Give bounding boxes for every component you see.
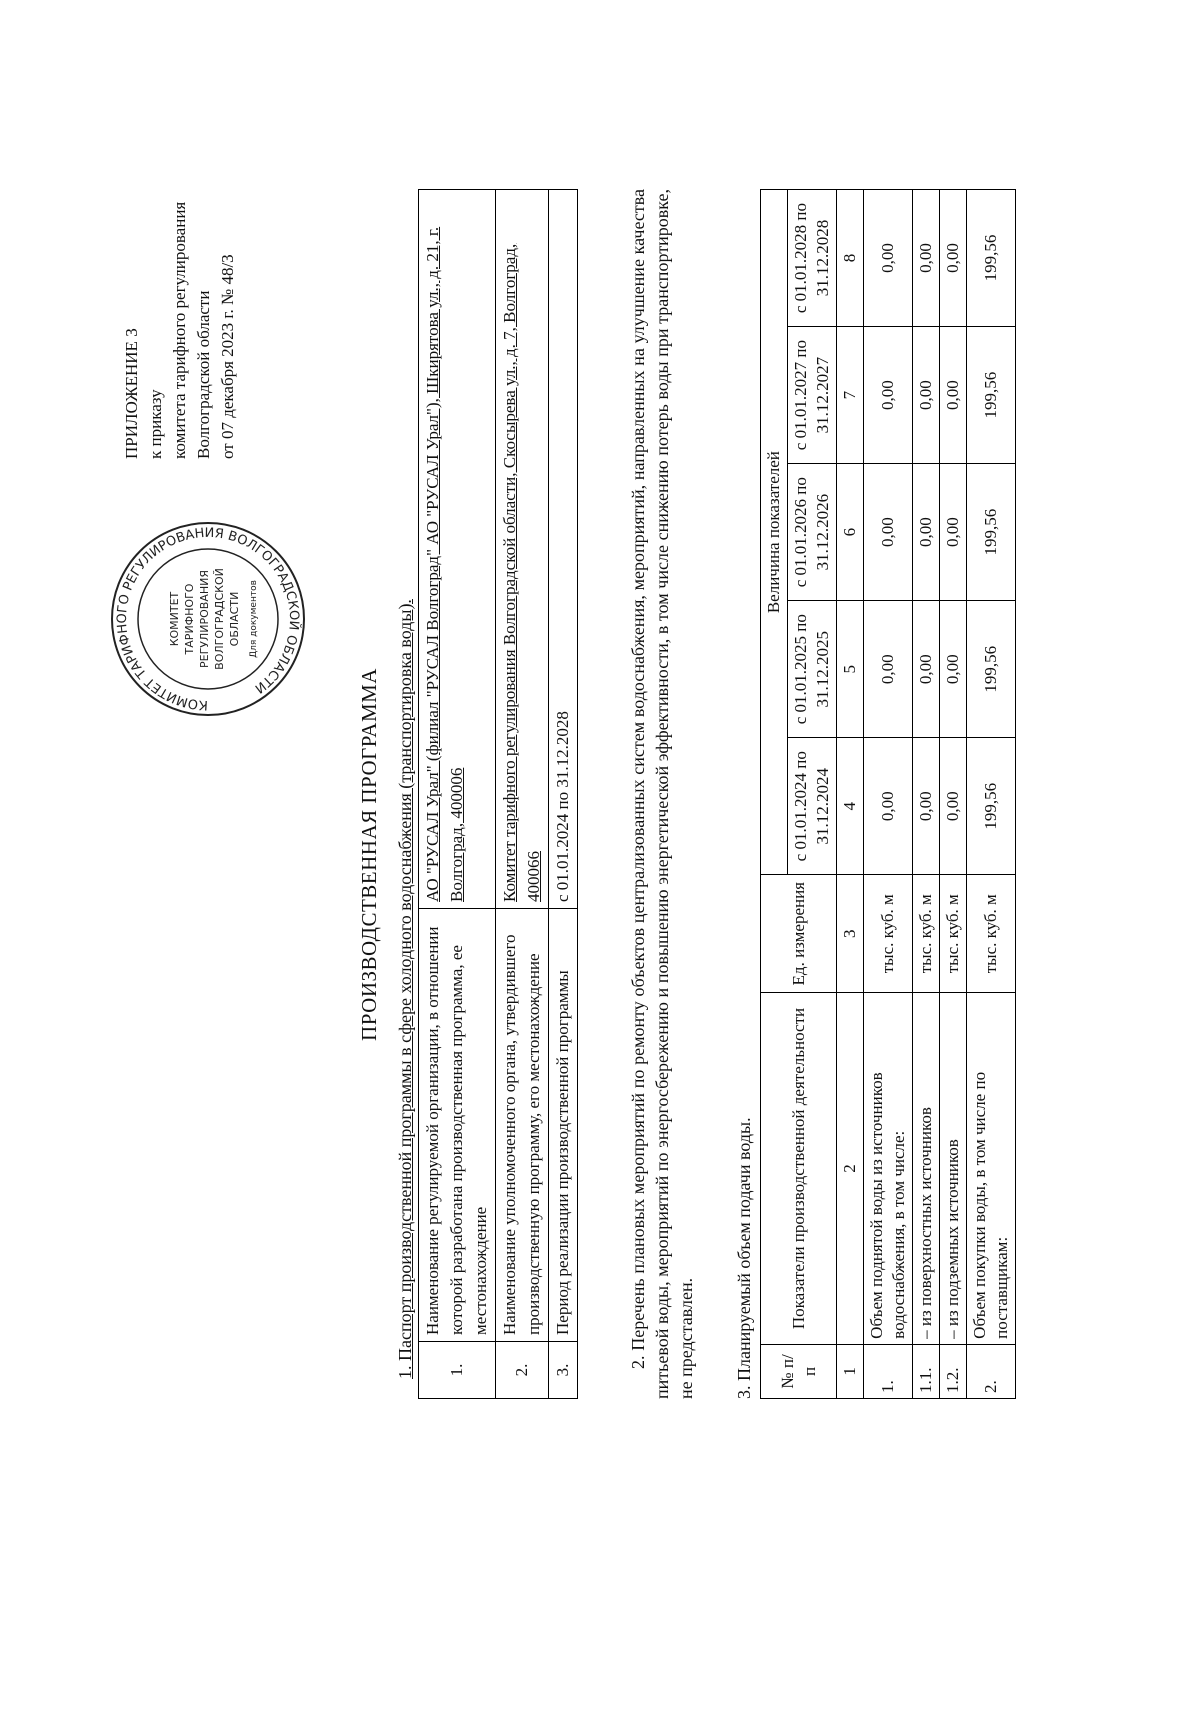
stamp-line-4: ВОЛГОГРАДСКОЙ [213,568,226,670]
stamp-line-2: ТАРИФНОГО [183,583,196,655]
stamp-line-1: КОМИТЕТ [168,591,181,647]
stamp-line-5: ОБЛАСТИ [228,591,241,647]
water-volume-table [760,189,1016,1399]
row-value: 0,00 [913,190,940,327]
row-unit: тыс. куб. м [940,875,967,993]
header-year: с 01.01.2025 по 31.12.2025 [788,601,837,738]
header-unit: Ед. измерения [761,875,837,993]
table-row [913,190,940,1399]
row-value: 0,00 [864,327,913,464]
column-number-row [837,190,864,1399]
header-indicator: Показатели производственной деятельности [761,993,837,1345]
section-1-heading: 1. Паспорт производственной программы в сфере холодного водоснабжения (транспортировка воды). [395,599,415,1379]
table-row [496,190,549,1399]
row-value: с 01.01.2024 по 31.12.2028 [549,190,578,909]
row-value: 0,00 [940,190,967,327]
table-row [864,190,913,1399]
row-name: Объем покупки воды, в том числе по поставщикам: [967,993,1016,1345]
row-name: Наименование регулируемой организации, в отношении которой разработана производственная программа, ее местонахождение [419,909,496,1342]
column-number: 6 [837,464,864,601]
row-value: 0,00 [864,464,913,601]
header-year: с 01.01.2024 по 31.12.2024 [788,738,837,875]
stamp-outer-text: КОМИТЕТ ТАРИФНОГО РЕГУЛИРОВАНИЯ ВОЛГОГРАДСКОЙ ОБЛАСТИ [114,525,302,713]
table-header-row [761,190,788,1399]
row-number: 1. [419,1342,496,1399]
row-value: АО "РУСАЛ Урал" (филиал "РУСАЛ Волгоград" АО "РУСАЛ Урал"), Шкирятова ул., д. 21, г. Волгоград, 400006 [419,190,496,909]
table-row [419,190,496,1399]
table-row [940,190,967,1399]
row-number: 1. [864,1344,913,1398]
row-name: – из поверхностных источников [913,993,940,1345]
row-unit: тыс. куб. м [967,875,1016,993]
section-2-text: 2. Перечень плановых мероприятий по ремонту объектов централизованных систем водоснабжения, мероприятий, направленных на улучшение качества питьевой воды, мероприятий по энергосбережению и повышению энергетической эффективности, в том числе снижению потерь воды при транспортировке, не представлен. [628,189,696,1399]
appendix-region: Волгоградской области [194,290,213,459]
row-number: 2. [967,1344,1016,1398]
row-name: Объем поднятой воды из источников водоснабжения, в том числе: [864,993,913,1345]
row-value: 0,00 [940,738,967,875]
row-value: 0,00 [864,601,913,738]
stamp-line-3: РЕГУЛИРОВАНИЯ [198,569,211,669]
column-number: 5 [837,601,864,738]
row-value: 0,00 [864,190,913,327]
passport-table [418,189,578,1399]
row-value: 199,56 [967,190,1016,327]
column-number: 7 [837,327,864,464]
appendix-date: от 07 декабря 2023 г. № 48/3 [218,254,237,459]
row-number: 1.2. [940,1344,967,1398]
row-name: – из подземных источников [940,993,967,1345]
row-value: 199,56 [967,738,1016,875]
row-value: 0,00 [913,601,940,738]
appendix-block [120,39,240,459]
row-value: 0,00 [940,464,967,601]
row-value: 199,56 [967,464,1016,601]
row-number: 3. [549,1342,578,1399]
row-number: 1.1. [913,1344,940,1398]
row-value: 0,00 [864,738,913,875]
column-number: 2 [837,993,864,1345]
row-value: 0,00 [913,464,940,601]
row-value: 199,56 [967,601,1016,738]
header-year: с 01.01.2026 по 31.12.2026 [788,464,837,601]
header-year: с 01.01.2027 по 31.12.2027 [788,327,837,464]
appendix-label: ПРИЛОЖЕНИЕ 3 [122,328,141,459]
column-number: 8 [837,190,864,327]
row-unit: тыс. куб. м [913,875,940,993]
stamp-bottom: Для документов [249,580,259,658]
row-name: Наименование уполномоченного органа, утвердившего производственную программу, его местонахождение [496,909,549,1342]
row-name: Период реализации производственной программы [549,909,578,1342]
column-number: 3 [837,875,864,993]
header-group: Величина показателей [761,190,788,875]
appendix-committee: комитета тарифного регулирования [170,201,189,459]
table-row [967,190,1016,1399]
table-row [549,190,578,1399]
row-value: 0,00 [913,738,940,875]
row-number: 2. [496,1342,549,1399]
column-number: 1 [837,1344,864,1398]
row-unit: тыс. куб. м [864,875,913,993]
row-value: 0,00 [940,601,967,738]
row-value: 0,00 [913,327,940,464]
section-3-heading: 3. Планируемый объем подачи воды. [734,1117,754,1399]
column-number: 4 [837,738,864,875]
header-num: № п/п [761,1344,837,1398]
header-year: с 01.01.2028 по 31.12.2028 [788,190,837,327]
appendix-order: к приказу [146,389,165,459]
official-stamp [108,519,308,719]
row-value: Комитет тарифного регулирования Волгоградской области, Скосырева ул., д. 7, Волгоград, 400066 [496,190,549,909]
document-title: ПРОИЗВОДСТВЕННАЯ ПРОГРАММА [357,668,381,1041]
row-value: 0,00 [940,327,967,464]
row-value: 199,56 [967,327,1016,464]
